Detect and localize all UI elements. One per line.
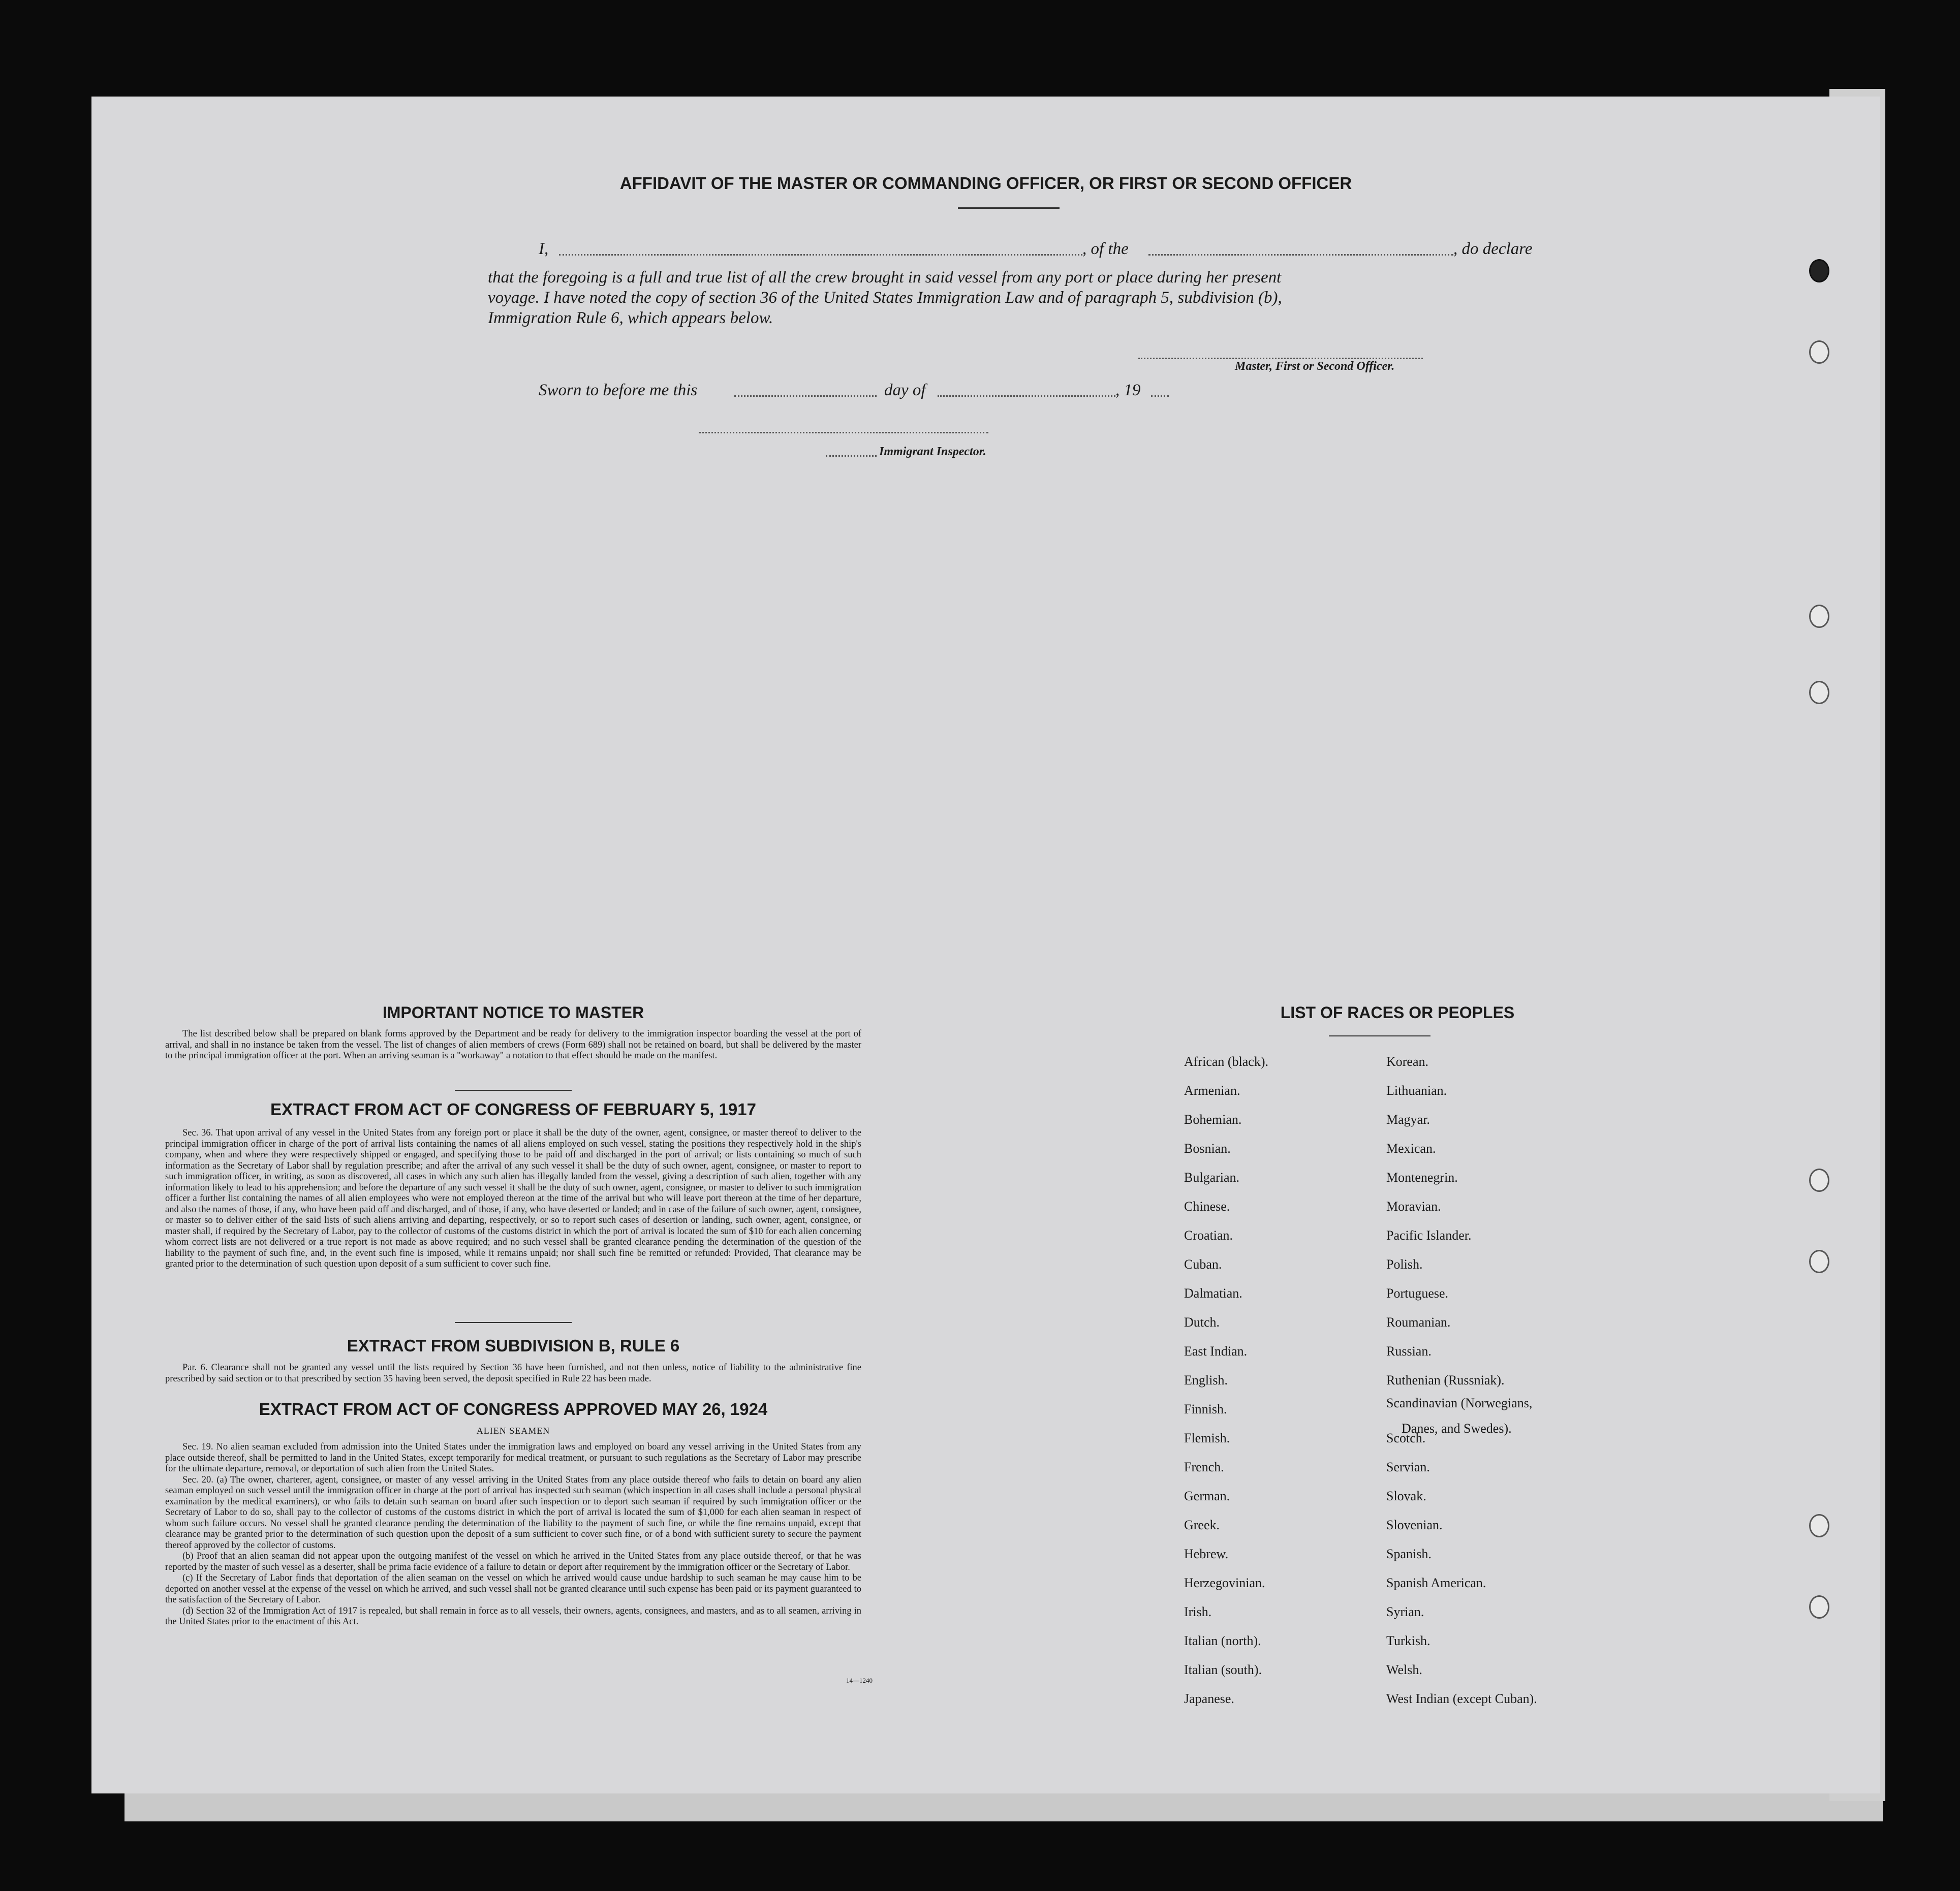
race-right: Scotch.: [1386, 1431, 1426, 1445]
inspector-signature-line[interactable]: [699, 432, 988, 433]
act-1924-sec20a: Sec. 20. (a) The owner, charterer, agent, consignee, or master of any vessel arriving in the United States from any place outside thereof who fails to detain on board any alien seaman employed on such vessel until the immigration officer in charge at the port of arrival has inspected such seaman (which inspection in all cases shall include a personal physical examination by the medical examiners), or who fails to detain such seaman on board after such inspection or to deport such seaman if required by such immigration officer or the Secretary of Labor to do so, shall pay to the collector of customs of the customs district in which the port of arrival is located the sum of $1,000 for each alien seaman in respect of whom such failure occurs. No vessel shall be granted clearance pending the determination of the liability to the payment of such fine, or while the fine remains unpaid, except that clearance may be granted prior to the determination of such question upon the deposit of a sum sufficient to cover such fine, or of a bond with sufficient surety to secure the payment thereof approved by the collector of customs.: [165, 1474, 861, 1551]
race-right: Spanish American.: [1386, 1575, 1486, 1590]
act-1924-body: [165, 1442, 861, 1628]
punch-hole: [1809, 1595, 1829, 1619]
punch-hole: [1809, 340, 1829, 364]
sworn-day-line[interactable]: [734, 395, 877, 397]
act-1924-sec20c: (c) If the Secretary of Labor finds that deportation of the alien seaman on the vessel on which he arrived would cause undue hardship to such seaman he may cause him to be deported on another vessel at the expense of the vessel on which he arrived, and such vessel shall not be granted clearance until such expense has been paid or its payment guaranteed to the satisfaction of the Secretary of Labor.: [165, 1573, 861, 1605]
race-right: Russian.: [1386, 1344, 1432, 1359]
race-left: Dutch.: [1184, 1315, 1220, 1330]
punch-hole: [1809, 1514, 1829, 1537]
sworn-day-of: day of: [884, 381, 926, 399]
act-1924-sec20d: (d) Section 32 of the Immigration Act of 1917 is repealed, but shall remain in force as to all vessels, their owners, agents, consignees, and masters, and as to all seamen, arriving in the United States prior to the enactment of this Act.: [165, 1605, 861, 1627]
act-1917-body: Sec. 36. That upon arrival of any vessel in the United States from any foreign port or place it shall be the duty of the owner, agent, consignee, or master thereof to deliver to the principal immigration officer in charge of the port of arrival lists containing the names of all aliens employed on such vessel, stating the positions they respectively hold in the ship's company, when and where they were respectively shipped or engaged, and specifying those to be paid off and discharged in the port of arrival; or lists containing so much of such information as the Secretary of Labor shall by regulation prescribe; and after the arrival of any such vessel it shall be the duty of such owner, agent, consignee, or master to report to such immigration officer, in writing, as soon as discovered, all cases in which any such alien has illegally landed from the vessel, giving a description of such alien, together with any information likely to lead to his apprehension; and before the departure of any such vessel it shall be the duty of such owner, agent, consignee, or master to deliver to such immigration officer a further list containing the names of all alien employees who were not employed thereon at the time of the arrival but who will leave port thereon at the time of her departure, and also the names of those, if any, who have been paid off and discharged, and of those, if any, who have deserted or landed; and in case of the failure of such owner, agent, consignee, or master so to deliver either of the said lists of such aliens arriving and departing, respectively, or so to report such cases of desertion or landing, such owner, agent, consignee, or master shall, if required by the Secretary of Labor, pay to the collector of customs of the customs district in which the port of arrival is located the sum of $10 for each alien concerning whom correct lists are not delivered or a true report is not made as above required; and no such vessel shall be granted clearance pending the determination of the question of the liability to the payment of such fine, and, in the event such fine is imposed, while it remains unpaid; nor shall such fine be remitted or refunded: Provided, That clearance may be granted prior to the determination of such question upon deposit of a sum sufficient to cover such fine.: [165, 1128, 861, 1269]
race-left: Chinese.: [1184, 1199, 1230, 1214]
title-rule: [958, 207, 1060, 209]
punch-hole: [1809, 681, 1829, 704]
race-left: Irish.: [1184, 1604, 1212, 1619]
form-number: 14—1240: [846, 1677, 873, 1684]
race-right: Spanish.: [1386, 1547, 1432, 1561]
race-right: West Indian (except Cuban).: [1386, 1691, 1537, 1706]
punch-hole: [1809, 605, 1829, 628]
race-right: Roumanian.: [1386, 1315, 1451, 1330]
sworn-year-line[interactable]: [1151, 395, 1169, 397]
race-left: Bohemian.: [1184, 1112, 1242, 1127]
punch-hole: [1809, 1169, 1829, 1192]
race-right: Turkish.: [1386, 1633, 1430, 1648]
race-right: Korean.: [1386, 1054, 1429, 1069]
rule6-body: Par. 6. Clearance shall not be granted any vessel until the lists required by Section 36 have been furnished, and not then unless, notice of liability to the administrative fine prescribed by said section or to that prescribed by section 35 having been served, the deposit specified in Rule 22 has been made.: [165, 1363, 861, 1384]
vessel-line[interactable]: [1148, 254, 1453, 256]
race-right: Mexican.: [1386, 1141, 1436, 1156]
race-left: Hebrew.: [1184, 1547, 1229, 1561]
race-right: Polish.: [1386, 1257, 1423, 1272]
race-left: Dalmatian.: [1184, 1286, 1242, 1301]
race-left: Greek.: [1184, 1518, 1220, 1532]
act-1917-title: EXTRACT FROM ACT OF CONGRESS OF FEBRUARY 5, 1917: [270, 1100, 756, 1119]
race-left: Japanese.: [1184, 1691, 1234, 1706]
form-page: [91, 97, 1880, 1793]
race-left: Armenian.: [1184, 1083, 1240, 1098]
inspector-short-line: [826, 455, 877, 457]
affidavit-title: AFFIDAVIT OF THE MASTER OR COMMANDING OFFICER, OR FIRST OR SECOND OFFICER: [619, 174, 1352, 193]
race-left: Finnish.: [1184, 1402, 1227, 1416]
race-left: Cuban.: [1184, 1257, 1222, 1272]
races-rule: [1329, 1035, 1430, 1036]
race-right: Slovenian.: [1386, 1518, 1443, 1532]
sworn-month-line[interactable]: [938, 395, 1115, 397]
race-left: Herzegovinian.: [1184, 1575, 1265, 1590]
race-left: Italian (south).: [1184, 1662, 1262, 1677]
race-left: Bosnian.: [1184, 1141, 1231, 1156]
race-left: East Indian.: [1184, 1344, 1248, 1359]
race-right: Ruthenian (Russniak).: [1386, 1373, 1505, 1388]
master-signature-line[interactable]: [1138, 358, 1423, 359]
race-right: Pacific Islander.: [1386, 1228, 1472, 1243]
act-1924-sec19: Sec. 19. No alien seaman excluded from admission into the United States under the immigration laws and employed on board any vessel arriving in the United States from any place outside thereof, shall be permitted to land in the United States, except temporarily for medical treatment, or pursuant to such regulations as the Secretary of Labor may prescribe for the ultimate departure, removal, or deportation of such alien from the United States.: [165, 1442, 861, 1474]
act-1924-subtitle: ALIEN SEAMEN: [476, 1426, 550, 1436]
notice-body: The list described below shall be prepared on blank forms approved by the Department and be ready for delivery to the immigration inspector boarding the vessel at the port of arrival, and shall in no instance be taken from the vessel. The list of changes of alien members of crews (Form 689) shall not be retained on board, but shall be delivered by the master to the principal immigration officer at the port. When an arriving seaman is a "workaway" a notation to that effect should be made on the manifest.: [165, 1029, 861, 1061]
race-left: Flemish.: [1184, 1431, 1230, 1445]
race-right: Scandinavian (Norwegians,: [1386, 1396, 1533, 1410]
notice-title: IMPORTANT NOTICE TO MASTER: [382, 1003, 644, 1022]
race-right: Montenegrin.: [1386, 1170, 1458, 1185]
race-right: Syrian.: [1386, 1604, 1424, 1619]
affidavit-body-line4: Immigration Rule 6, which appears below.: [488, 309, 773, 327]
race-left: Italian (north).: [1184, 1633, 1261, 1648]
race-left: German.: [1184, 1489, 1230, 1503]
race-left: French.: [1184, 1460, 1224, 1474]
race-right-continuation: Danes, and Swedes).: [1402, 1421, 1512, 1436]
sworn-prefix: Sworn to before me this: [539, 381, 698, 399]
punch-hole: [1809, 259, 1829, 282]
inspector-label: Immigrant Inspector.: [879, 445, 986, 458]
name-line[interactable]: [559, 254, 1082, 256]
race-right: Servian.: [1386, 1460, 1430, 1474]
sworn-year: , 19: [1115, 381, 1141, 399]
race-right: Magyar.: [1386, 1112, 1430, 1127]
affidavit-do-declare: , do declare: [1453, 240, 1533, 258]
affidavit-body-line3: voyage. I have noted the copy of section 36 of the United States Immigration Law and of paragraph 5, subdivision (b),: [488, 289, 1282, 307]
punch-hole: [1809, 1250, 1829, 1273]
affidavit-body-line2: that the foregoing is a full and true list of all the crew brought in said vessel from any port or place during her present: [488, 268, 1282, 287]
affidavit-i: I,: [539, 240, 549, 258]
races-title: LIST OF RACES OR PEOPLES: [1280, 1003, 1515, 1022]
act-1917-rule: [455, 1322, 572, 1323]
act-1924-sec20b: (b) Proof that an alien seaman did not appear upon the outgoing manifest of the vessel on which he arrived in the United States from any place outside thereof, or that he was reported by the master of such vessel as a deserter, shall be prima facie evidence of a failure to detain or deport after requirement by the immigration officer or the Secretary of Labor.: [165, 1551, 861, 1572]
affidavit-of-the: , of the: [1082, 240, 1129, 258]
race-right: Moravian.: [1386, 1199, 1441, 1214]
rule6-title: EXTRACT FROM SUBDIVISION B, RULE 6: [347, 1336, 680, 1355]
race-right: Lithuanian.: [1386, 1083, 1447, 1098]
act-1924-title: EXTRACT FROM ACT OF CONGRESS APPROVED MAY 26, 1924: [259, 1400, 768, 1419]
notice-rule: [455, 1090, 572, 1091]
race-left: Croatian.: [1184, 1228, 1233, 1243]
race-right: Portuguese.: [1386, 1286, 1449, 1301]
master-signature-label: Master, First or Second Officer.: [1235, 360, 1395, 373]
race-left: English.: [1184, 1373, 1228, 1388]
race-right: Slovak.: [1386, 1489, 1426, 1503]
race-left: Bulgarian.: [1184, 1170, 1240, 1185]
race-left: African (black).: [1184, 1054, 1269, 1069]
race-right: Welsh.: [1386, 1662, 1422, 1677]
